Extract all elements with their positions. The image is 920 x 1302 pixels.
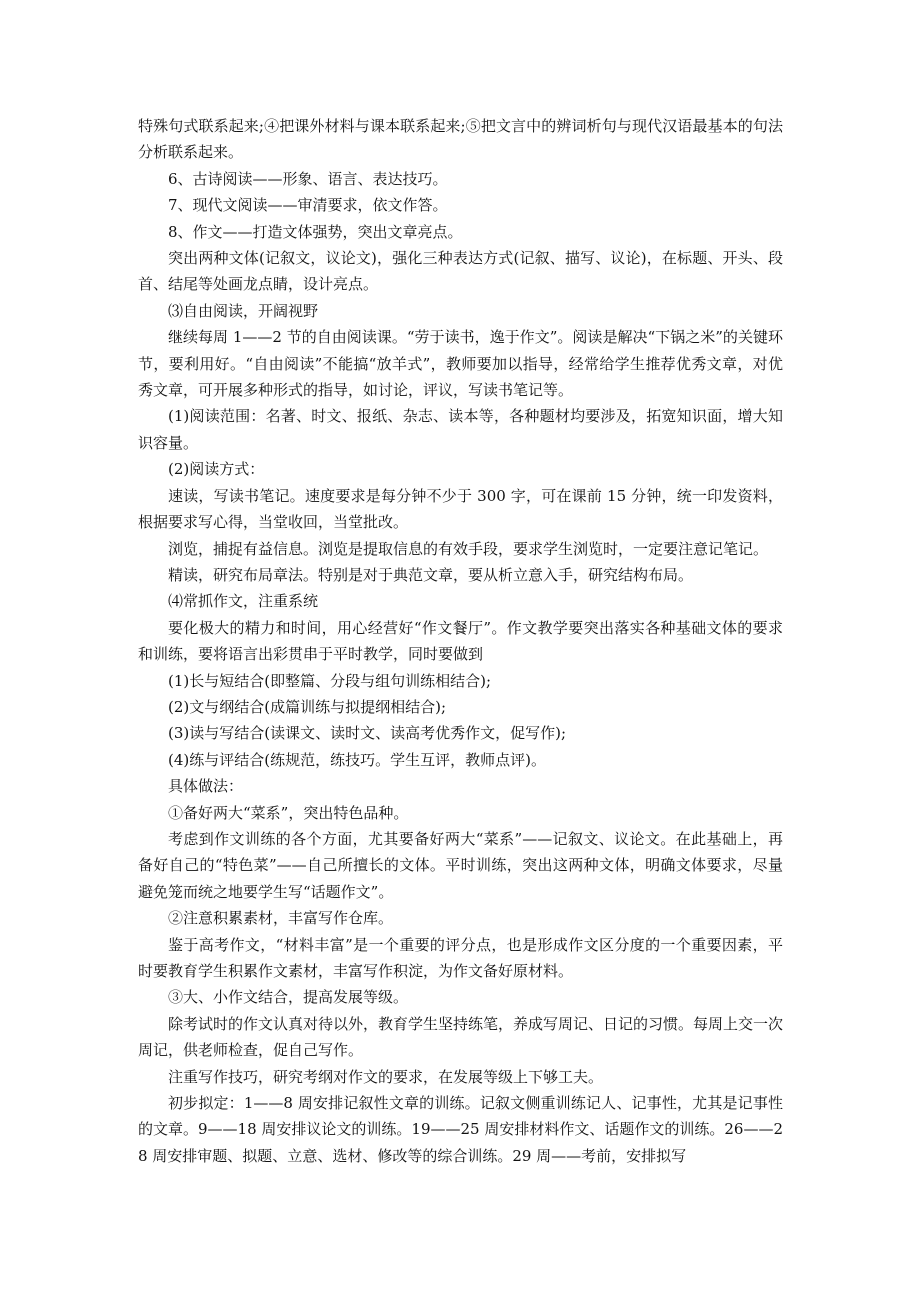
paragraph: 速读，写读书笔记。速度要求是每分钟不少于 300 字，可在课前 15 分钟，统一印发资料，根据要求写心得，当堂收回，当堂批改。 [138, 486, 783, 532]
list-item: (4)练与评结合(练规范，练技巧。学生互评，教师点评)。 [168, 750, 546, 769]
paragraph: 精读，研究布局章法。特别是对于典范文章，要从析立意入手，研究结构布局。 [168, 565, 694, 584]
paragraph: 特殊句式联系起来;④把课外材料与课本联系起来;⑤把文言中的辨词析句与现代汉语最基本的句法分析联系起来。 [138, 117, 783, 162]
paragraph: 浏览，捕捉有益信息。浏览是提取信息的有效手段，要求学生浏览时，一定要注意记笔记。 [168, 539, 769, 558]
paragraph: 具体做法： [168, 777, 244, 796]
list-item: (3)读与写结合(读课文、读时文、读高考优秀作文，促写作); [168, 724, 567, 743]
paragraph: 初步拟定：1——8 周安排记叙性文章的训练。记叙文侧重训练记人、记事性，尤其是记事性的文章。9——18 周安排议论文的训练。19——25 周安排材料作文、话题作文的训练。26——28 周安排审题、拟题、立意、选材、修改等的综合训练。29 周——考前，安排拟写 [138, 1094, 783, 1165]
list-item: ③大、小作文结合，提高发展等级。 [168, 988, 409, 1007]
list-item: (2)文与纲结合(成篇训练与拟提纲相结合); [168, 697, 447, 716]
list-item: (1)长与短结合(即整篇、分段与组句训练相结合); [168, 671, 492, 690]
paragraph: 6、古诗阅读——形象、语言、表达技巧。 [168, 169, 448, 188]
paragraph: 考虑到作文训练的各个方面，尤其要备好两大“菜系”——记叙文、议论文。在此基础上，再备好自己的“特色菜”——自己所擅长的文体。平时训练，突出这两种文体，明确文体要求，尽量避免笼而统之地要学生写“话题作文”。 [138, 829, 783, 901]
paragraph: 鉴于高考作文，“材料丰富”是一个重要的评分点，也是形成作文区分度的一个重要因素，平时要教育学生积累作文素材，丰富写作积淀，为作文备好原材料。 [138, 935, 783, 980]
paragraph: 8、作文——打造文体强势，突出文章亮点。 [168, 222, 463, 241]
paragraph: 突出两种文体(记叙文，议论文)，强化三种表达方式(记叙、描写、议论)，在标题、开头、段首、结尾等处画龙点睛，设计亮点。 [138, 249, 783, 294]
paragraph: 要化极大的精力和时间，用心经营好“作文餐厅”。作文教学要突出落实各种基础文体的要求和训练，要将语言出彩贯串于平时教学，同时要做到 [138, 618, 783, 664]
paragraph: 除考试时的作文认真对待以外，教育学生坚持练笔，养成写周记、日记的习惯。每周上交一次周记，供老师检查，促自己写作。 [138, 1014, 784, 1060]
section-heading: ⑶自由阅读，开阔视野 [168, 301, 319, 320]
list-item: ①备好两大“菜系”，突出特色品种。 [168, 803, 409, 822]
paragraph: (1)阅读范围：名著、时文、报纸、杂志、读本等，各种题材均要涉及，拓宽知识面，增大知识容量。 [138, 407, 783, 452]
list-item: ②注意积累素材，丰富写作仓库。 [168, 909, 394, 928]
paragraph: 注重写作技巧，研究考纲对作文的要求，在发展等级上下够工夫。 [168, 1067, 604, 1086]
document-body [138, 113, 783, 1169]
paragraph: 继续每周 1——2 节的自由阅读课。“劳于读书，逸于作文”。阅读是解决“下锅之米”的关键环节，要利用好。“自由阅读”不能搞“放羊式”，教师要加以指导，经常给学生推荐优秀文章，对优秀文章，可开展多种形式的指导，如讨论，评议，写读书笔记等。 [138, 328, 783, 400]
paragraph: 7、现代文阅读——审清要求，依文作答。 [168, 196, 448, 215]
paragraph: (2)阅读方式： [168, 460, 265, 479]
section-heading: ⑷常抓作文，注重系统 [168, 592, 319, 611]
